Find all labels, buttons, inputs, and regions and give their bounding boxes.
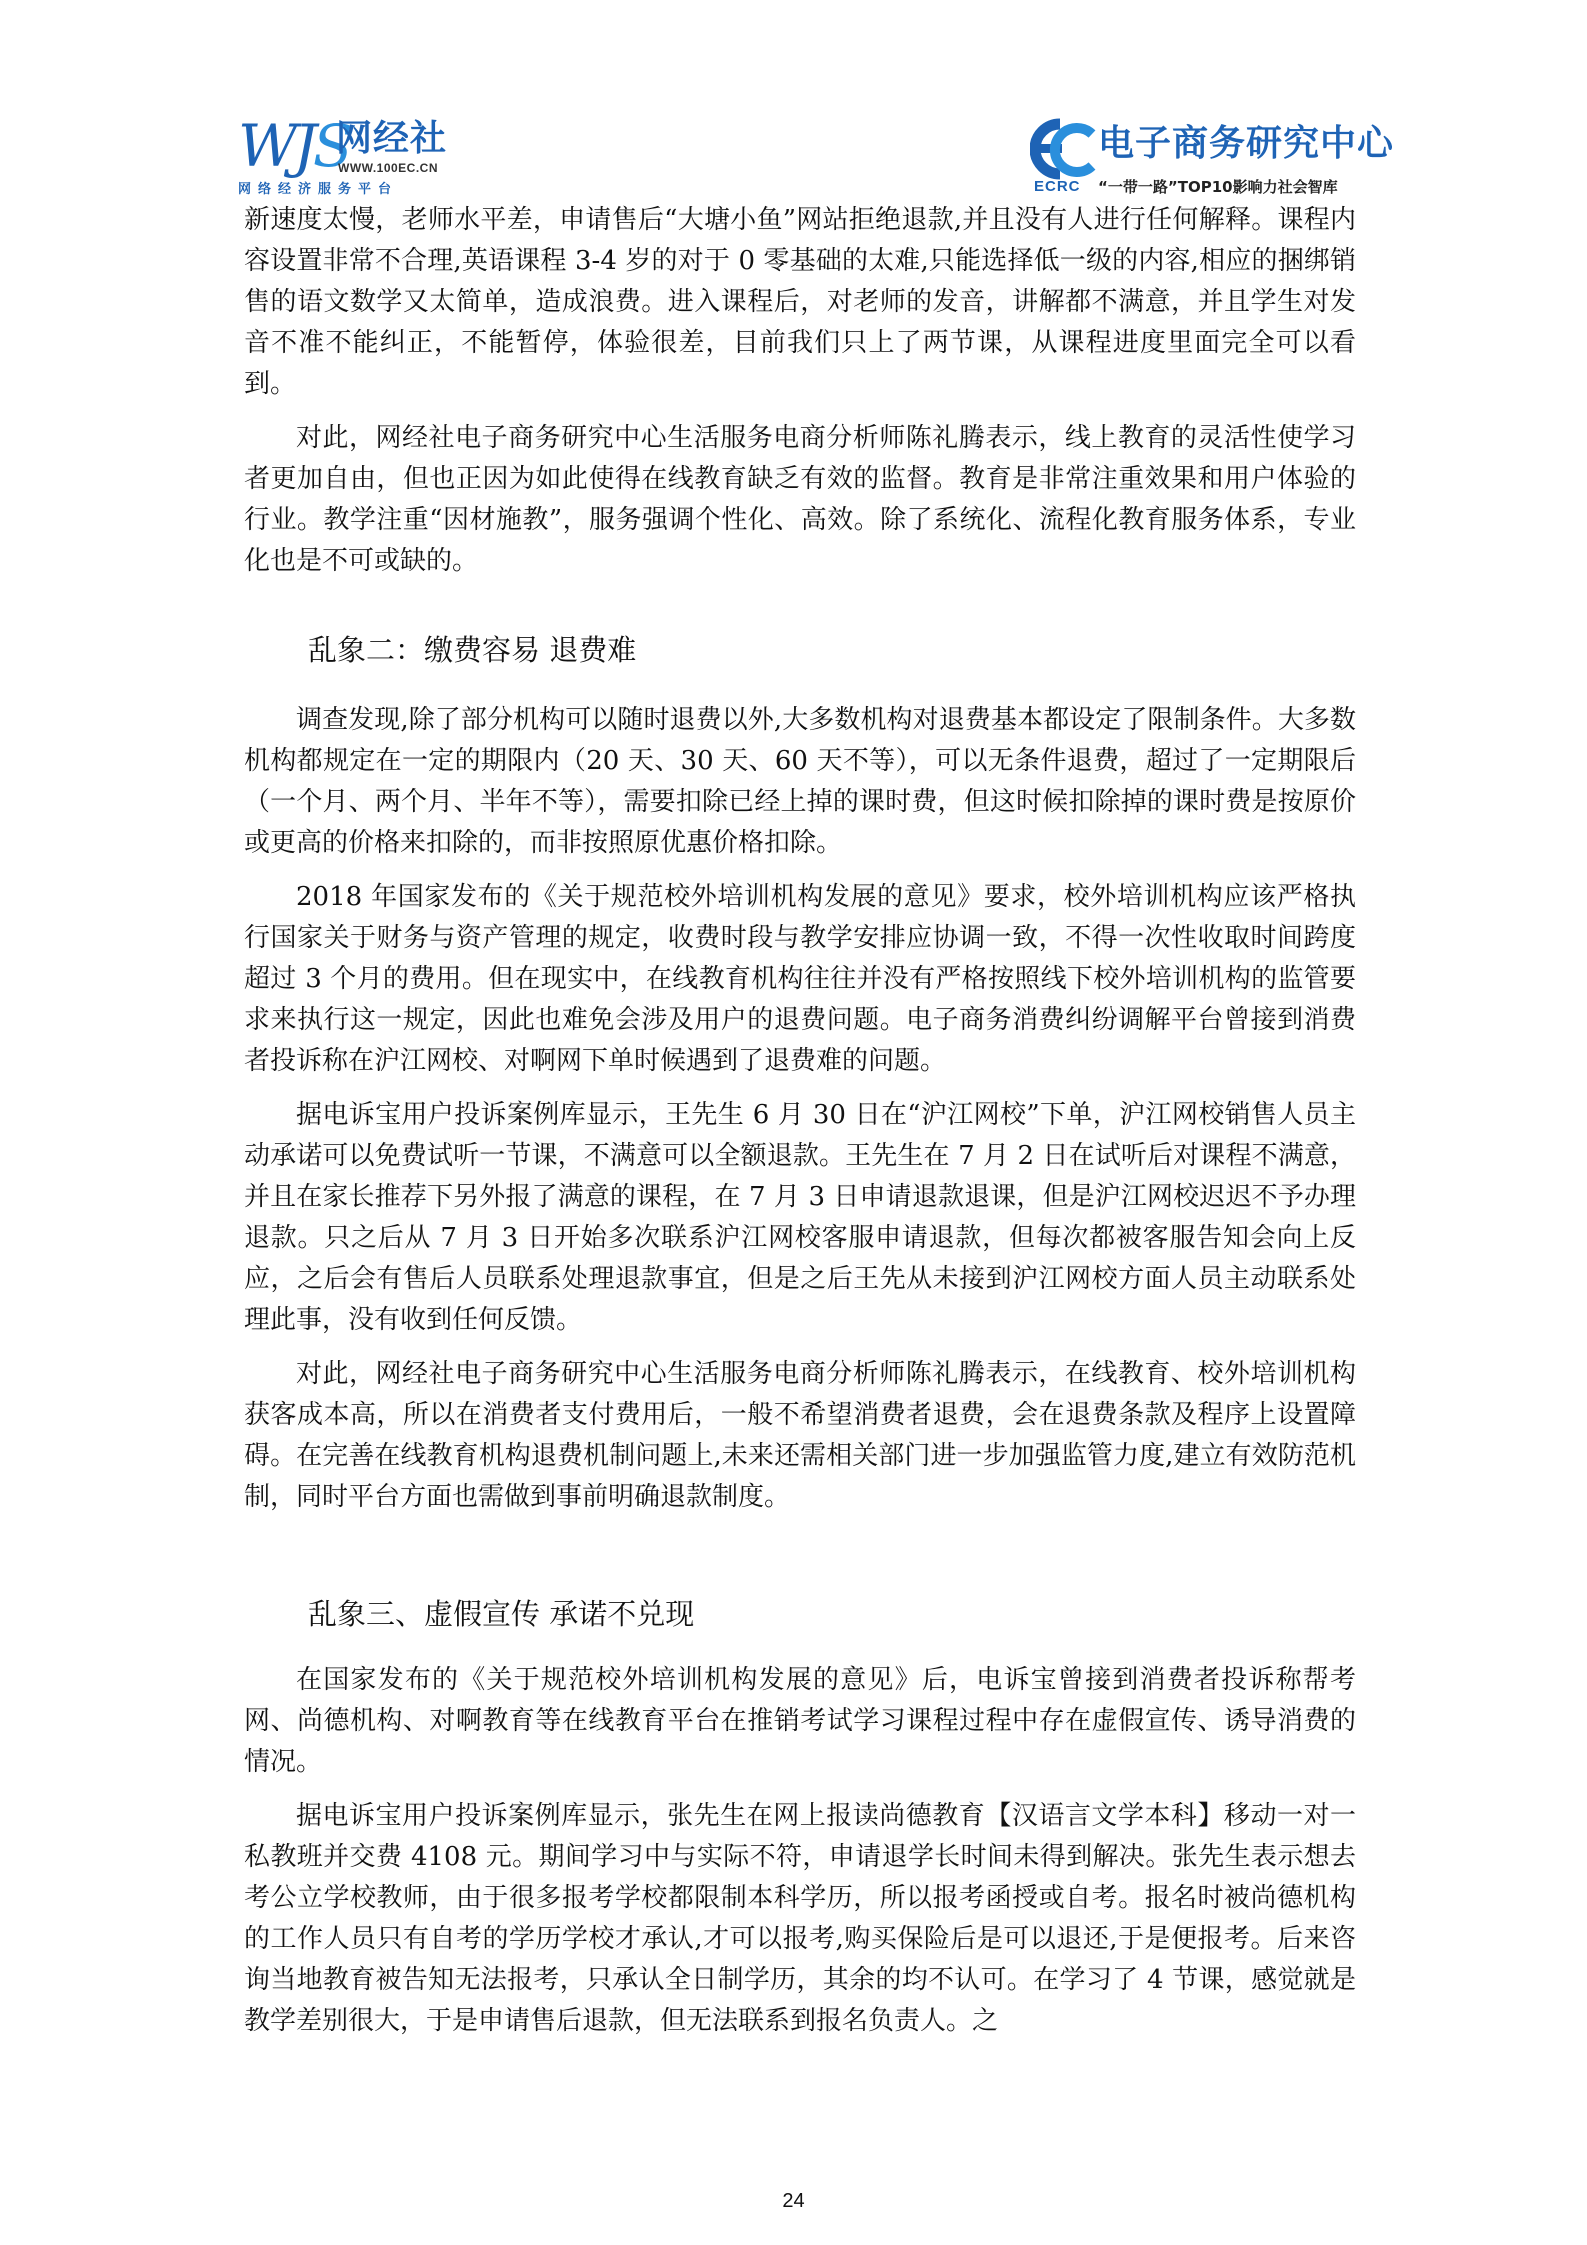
- text-block-2: [244, 700, 1356, 1518]
- wangjingshe-logo: [238, 112, 468, 197]
- ecrc-logo-abbr: ECRC: [1034, 178, 1081, 195]
- page-number: 24: [782, 2190, 805, 2212]
- section-heading: 乱象三、虚假宣传 承诺不兑现: [308, 1597, 695, 1631]
- section-heading: 乱象二：缴费容易 退费难: [308, 633, 637, 667]
- wjs-logo-mark: WJS: [238, 112, 349, 180]
- paragraph: 据电诉宝用户投诉案例库显示，王先生 6 月 30 日在“沪江网校”下单，沪江网校销售人员主动承诺可以免费试听一节课，不满意可以全额退款。王先生在 7 月 2 日在试听后对课程不满意，并且在家长推荐下另外报了满意的课程，在 7 月 3 日申请退款退课，但是沪江网校迟迟不予办理退款。只之后从 7 月 3 日开始多次联系沪江网校客服申请退款，但每次都被客服告知会向上反应，之后会有售后人员联系处理退款事宜，但是之后王先从未接到沪江网校方面人员主动联系处理此事，没有收到任何反馈。: [244, 1100, 1356, 1335]
- paragraph: 新速度太慢，老师水平差，申请售后“大塘小鱼”网站拒绝退款,并且没有人进行任何解释。课程内容设置非常不合理,英语课程 3-4 岁的对于 0 零基础的太难,只能选择低一级的内容,相应的捆绑销售的语文数学又太简单，造成浪费。进入课程后，对老师的发音，讲解都不满意，并且学生对发音不准不能纠正，不能暂停，体验很差，目前我们只上了两节课，从课程进度里面完全可以看到。: [244, 205, 1356, 399]
- wjs-logo-name: 网经社: [336, 118, 448, 159]
- text-block-1: [244, 200, 1356, 582]
- ecrc-logo: [1030, 118, 1395, 198]
- ecrc-logo-name: 电子商务研究中心: [1098, 123, 1395, 164]
- wjs-logo-tagline: 网络经济服务平台: [238, 182, 399, 197]
- paragraph: 调查发现,除了部分机构可以随时退费以外,大多数机构对退费基本都设定了限制条件。大多数机构都规定在一定的期限内（20 天、30 天、60 天不等），可以无条件退费，超过了一定期限后（一个月、两个月、半年不等），需要扣除已经上掉的课时费，但这时候扣除掉的课时费是按原价或更高的价格来扣除的，而非按照原优惠价格扣除。: [244, 705, 1356, 858]
- ecrc-logo-icon: [1030, 118, 1098, 180]
- ecrc-logo-tagline: “一带一路”TOP10影响力社会智库: [1098, 178, 1338, 196]
- paragraph: 对此，网经社电子商务研究中心生活服务电商分析师陈礼腾表示，在线教育、校外培训机构获客成本高，所以在消费者支付费用后，一般不希望消费者退费，会在退费条款及程序上设置障碍。在完善在线教育机构退费机制问题上,未来还需相关部门进一步加强监管力度,建立有效防范机制，同时平台方面也需做到事前明确退款制度。: [244, 1359, 1356, 1512]
- paragraph: 对此，网经社电子商务研究中心生活服务电商分析师陈礼腾表示，线上教育的灵活性使学习者更加自由，但也正因为如此使得在线教育缺乏有效的监督。教育是非常注重效果和用户体验的行业。教学注重“因材施教”，服务强调个性化、高效。除了系统化、流程化教育服务体系，专业化也是不可或缺的。: [244, 423, 1356, 576]
- wjs-logo-url: WWW.100EC.CN: [338, 161, 439, 175]
- text-block-3: [244, 1660, 1356, 2042]
- paragraph: 2018 年国家发布的《关于规范校外培训机构发展的意见》要求，校外培训机构应该严格执行国家关于财务与资产管理的规定，收费时段与教学安排应协调一致，不得一次性收取时间跨度超过 3 个月的费用。但在现实中，在线教育机构往往并没有严格按照线下校外培训机构的监管要求来执行这一规定，因此也难免会涉及用户的退费问题。电子商务消费纠纷调解平台曾接到消费者投诉称在沪江网校、对啊网下单时候遇到了退费难的问题。: [244, 882, 1356, 1076]
- paragraph: 在国家发布的《关于规范校外培训机构发展的意见》后，电诉宝曾接到消费者投诉称帮考网、尚德机构、对啊教育等在线教育平台在推销考试学习课程过程中存在虚假宣传、诱导消费的情况。: [244, 1665, 1356, 1777]
- paragraph: 据电诉宝用户投诉案例库显示，张先生在网上报读尚德教育【汉语言文学本科】移动一对一私教班并交费 4108 元。期间学习中与实际不符，申请退学长时间未得到解决。张先生表示想去考公立学校教师，由于很多报考学校都限制本科学历，所以报考函授或自考。报名时被尚德机构的工作人员只有自考的学历学校才承认,才可以报考,购买保险后是可以退还,于是便报考。后来咨询当地教育被告知无法报考，只承认全日制学历，其余的均不认可。在学习了 4 节课，感觉就是教学差别很大，于是申请售后退款，但无法联系到报名负责人。之: [244, 1801, 1356, 2036]
